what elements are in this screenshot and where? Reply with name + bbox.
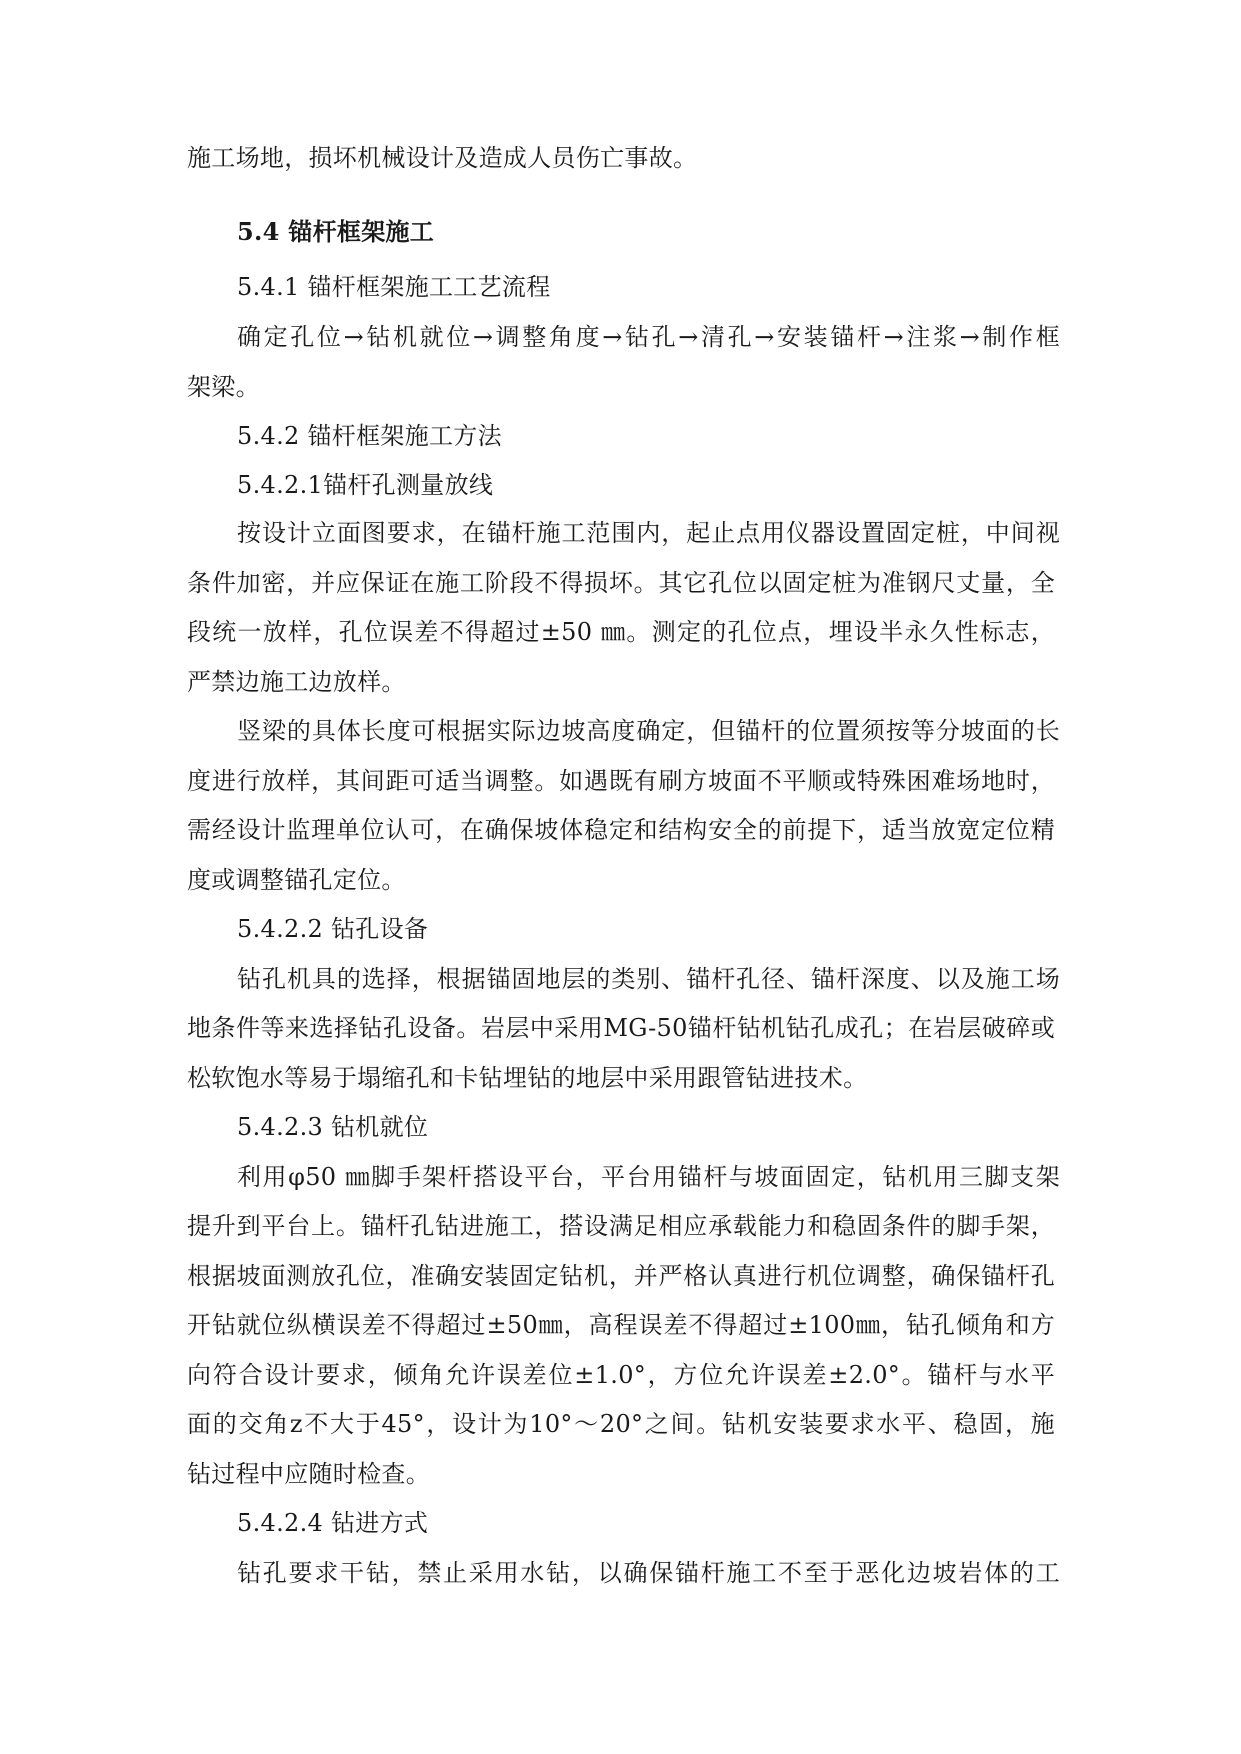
paragraph-line: 需经设计监理单位认可，在确保坡体稳定和结构安全的前提下，适当放宽定位精: [187, 816, 1055, 844]
subsection-heading: 5.4.2.1锚杆孔测量放线: [237, 471, 494, 499]
paragraph-line: 度或调整锚孔定位。: [187, 866, 406, 894]
subsection-heading: 5.4.2.2 钻孔设备: [237, 915, 429, 943]
paragraph-line: 确定孔位→钻机就位→调整角度→钻孔→清孔→安装锚杆→注浆→制作框: [237, 323, 1060, 351]
paragraph-line: 段统一放样，孔位误差不得超过±50 ㎜。测定的孔位点，埋设半永久性标志，: [187, 618, 1055, 646]
paragraph-line: 按设计立面图要求，在锚杆施工范围内，起止点用仪器设置固定桩，中间视: [237, 519, 1060, 547]
paragraph-line: 面的交角z不大于45°，设计为10°～20°之间。钻机安装要求水平、稳固，施: [187, 1410, 1055, 1438]
paragraph-line: 竖梁的具体长度可根据实际边坡高度确定，但锚杆的位置须按等分坡面的长: [237, 717, 1060, 745]
paragraph-line: 严禁边施工边放样。: [187, 668, 406, 696]
paragraph-line: 条件加密，并应保证在施工阶段不得损坏。其它孔位以固定桩为准钢尺丈量，全: [187, 569, 1055, 597]
subsection-heading: 5.4.2 锚杆框架施工方法: [237, 422, 502, 450]
subsection-heading: 5.4.1 锚杆框架施工工艺流程: [237, 273, 551, 301]
section-heading: 5.4 锚杆框架施工: [237, 217, 435, 246]
paragraph-line: 钻过程中应随时检查。: [187, 1460, 430, 1488]
paragraph-line: 提升到平台上。锚杆孔钻进施工，搭设满足相应承载能力和稳固条件的脚手架，: [187, 1212, 1055, 1240]
paragraph-line: 利用φ50 ㎜脚手架杆搭设平台，平台用锚杆与坡面固定，钻机用三脚支架: [237, 1163, 1060, 1191]
paragraph-line: 架梁。: [187, 373, 260, 401]
paragraph-line: 钻孔要求干钻，禁止采用水钻，以确保锚杆施工不至于恶化边坡岩体的工: [237, 1559, 1060, 1587]
paragraph-line: 向符合设计要求，倾角允许误差位±1.0°，方位允许误差±2.0°。锚杆与水平: [187, 1361, 1055, 1389]
paragraph-line: 松软饱水等易于塌缩孔和卡钻埋钻的地层中采用跟管钻进技术。: [187, 1064, 868, 1092]
paragraph-line: 开钻就位纵横误差不得超过±50㎜，高程误差不得超过±100㎜，钻孔倾角和方: [187, 1311, 1055, 1339]
paragraph-line: 地条件等来选择钻孔设备。岩层中采用MG-50锚杆钻机钻孔成孔；在岩层破碎或: [187, 1014, 1055, 1042]
paragraph-line: 钻孔机具的选择，根据锚固地层的类别、锚杆孔径、锚杆深度、以及施工场: [237, 965, 1060, 993]
paragraph-line: 施工场地，损坏机械设计及造成人员伤亡事故。: [187, 144, 698, 172]
paragraph-line: 根据坡面测放孔位，准确安装固定钻机，并严格认真进行机位调整，确保锚杆孔: [187, 1262, 1055, 1290]
subsection-heading: 5.4.2.4 钻进方式: [237, 1509, 429, 1537]
subsection-heading: 5.4.2.3 钻机就位: [237, 1113, 429, 1141]
paragraph-line: 度进行放样，其间距可适当调整。如遇既有刷方坡面不平顺或特殊困难场地时，: [187, 767, 1055, 795]
